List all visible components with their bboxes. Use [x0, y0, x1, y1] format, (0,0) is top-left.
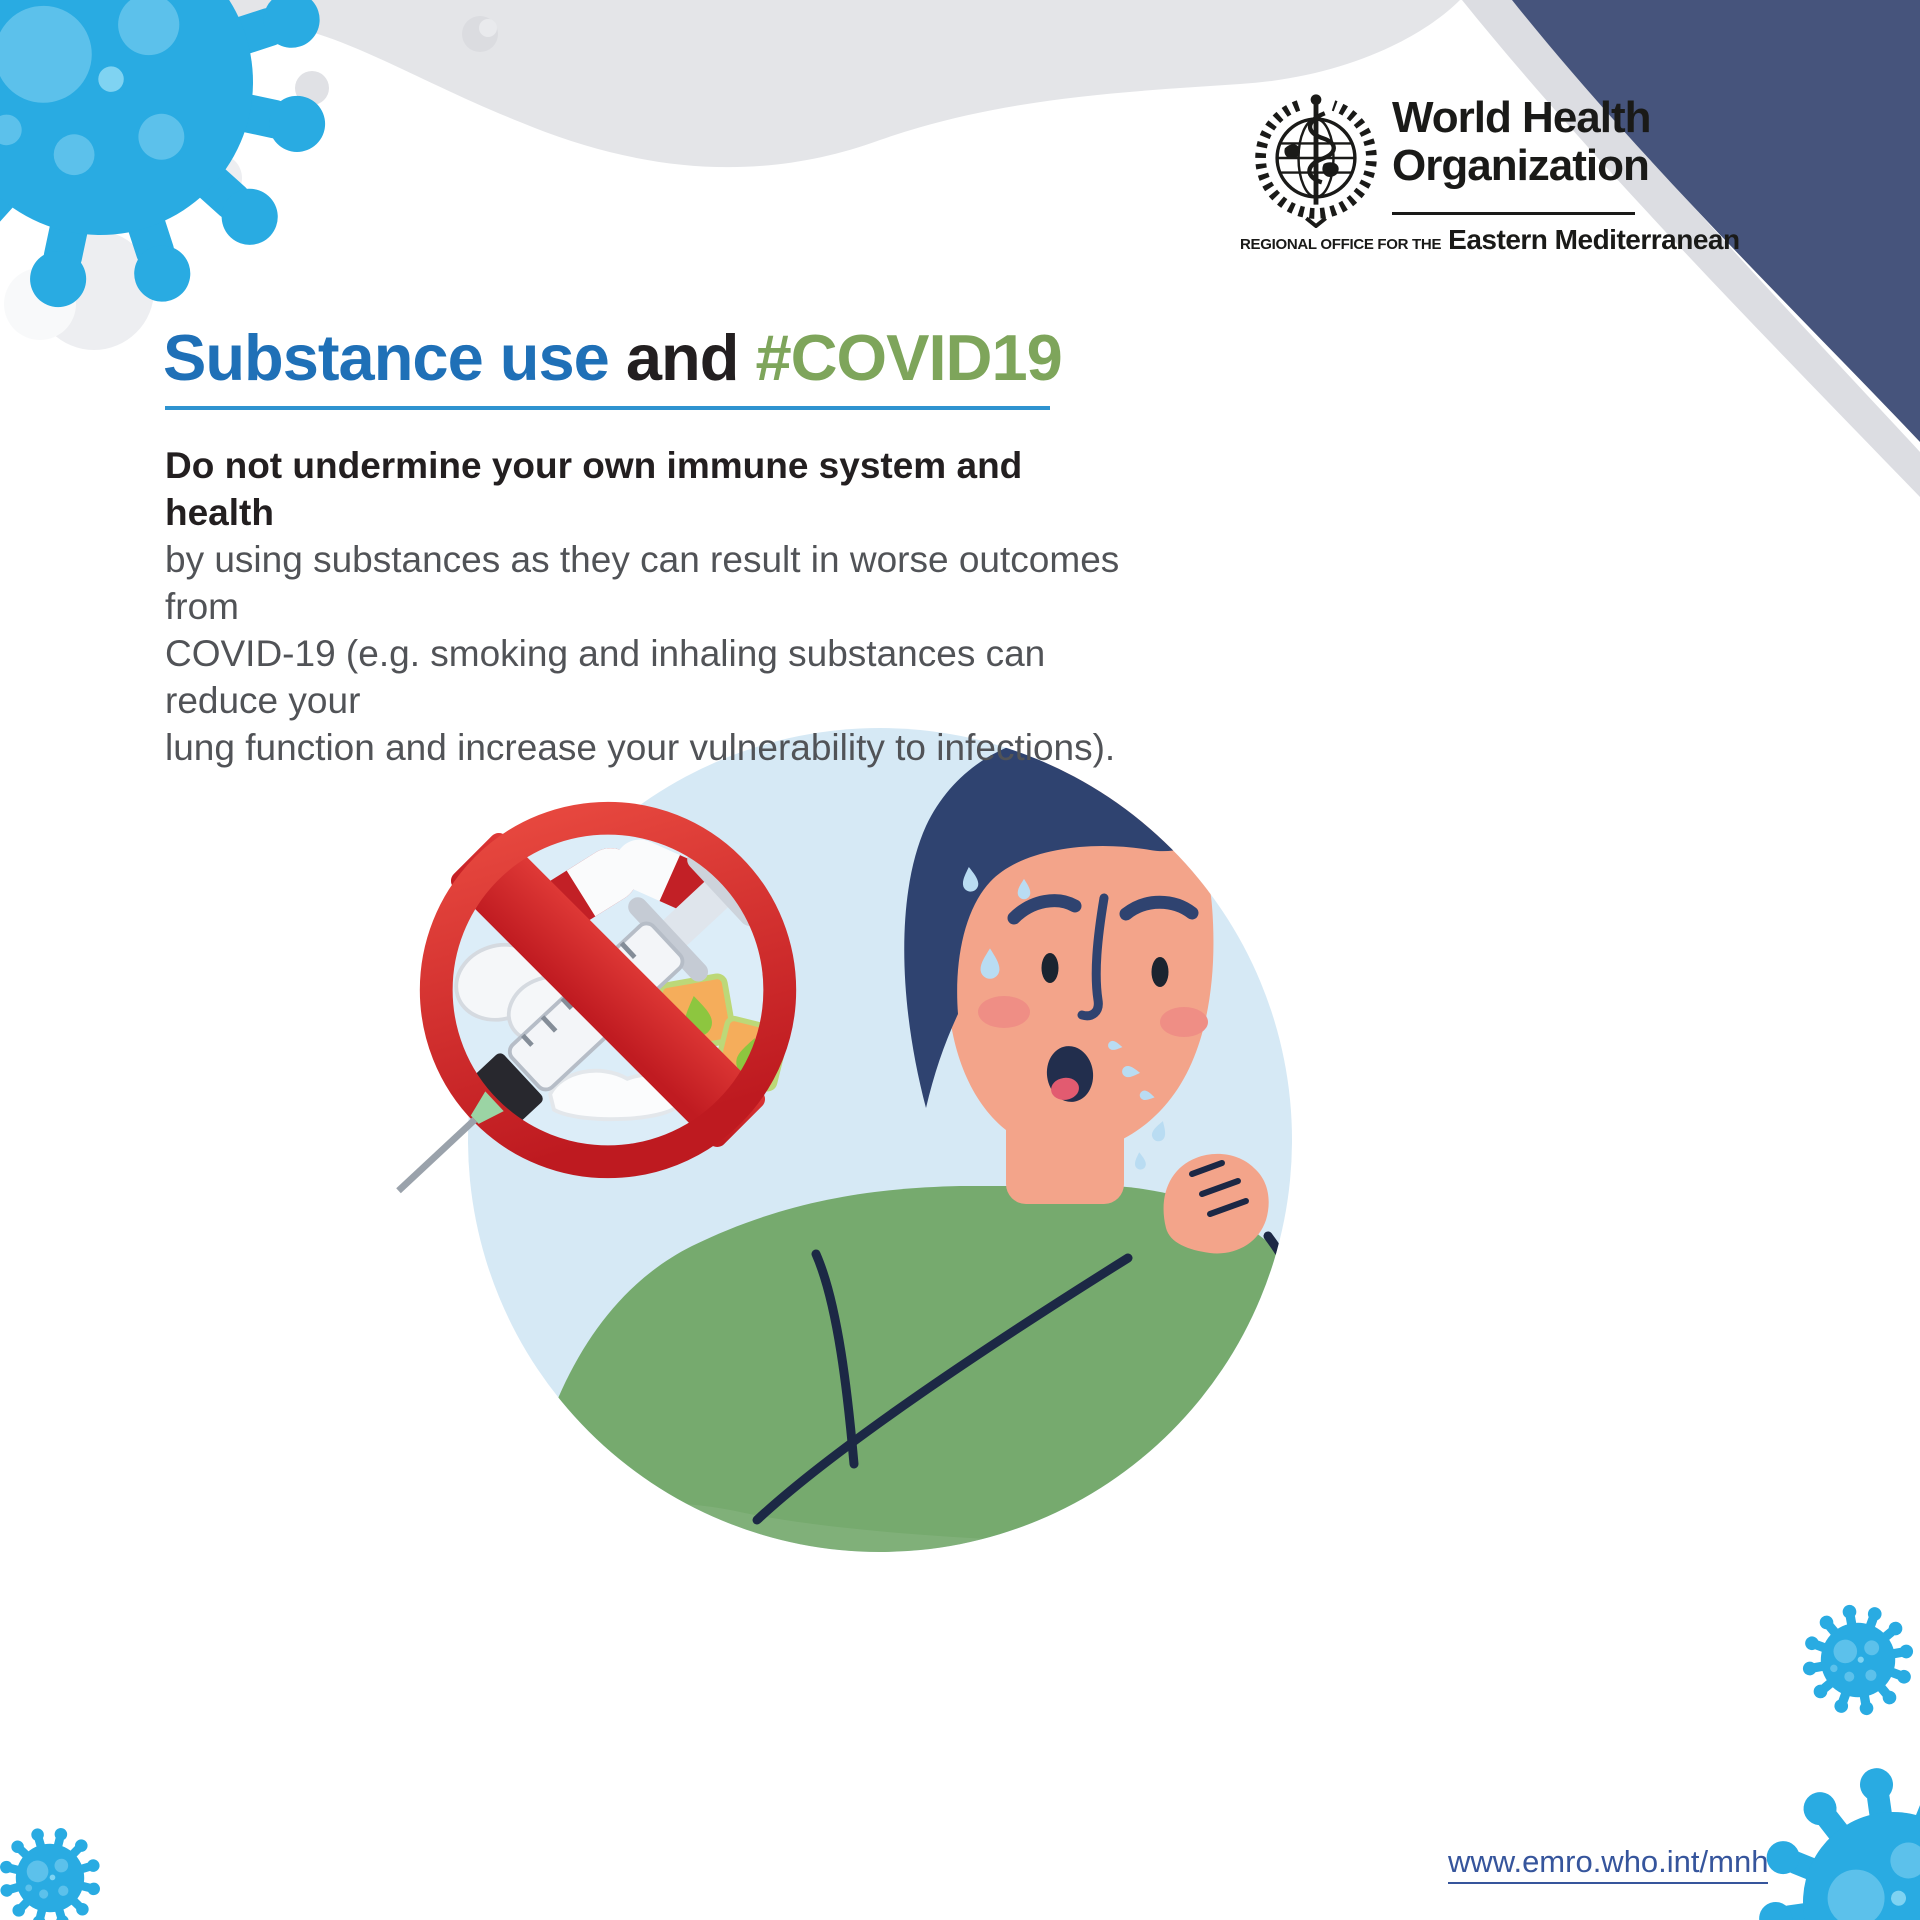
footer-url-link[interactable]: www.emro.who.int/mnh [1448, 1844, 1768, 1884]
page-title [163, 320, 1062, 395]
body-line: by using substances as they can result in worse outcomes from [165, 539, 1120, 627]
coronavirus-icon [1741, 1750, 1920, 1920]
coronavirus-icon [1786, 1588, 1920, 1731]
title-and: and [608, 321, 756, 394]
who-office-region: Eastern Mediterranean [1448, 224, 1740, 255]
who-org-name [1392, 94, 1651, 190]
body-line: lung function and increase your vulnerability to infections). [165, 727, 1116, 768]
title-covid-hashtag: #COVID19 [755, 321, 1062, 394]
body-bold-line: Do not undermine your own immune system and health [165, 445, 1023, 533]
title-underline [165, 406, 1050, 410]
who-org-line1: World Health [1392, 93, 1651, 142]
who-org-line2: Organization [1392, 141, 1649, 190]
who-logo-divider [1392, 212, 1635, 215]
who-emblem-icon [1246, 88, 1386, 228]
who-office-prefix: REGIONAL OFFICE FOR THE [1240, 236, 1442, 253]
fist [1164, 1154, 1269, 1254]
who-regional-office [1240, 224, 1740, 256]
body-line: COVID-19 (e.g. smoking and inhaling substances can reduce your [165, 633, 1046, 721]
title-substance-use: Substance use [163, 321, 609, 394]
body-copy [165, 442, 1125, 771]
coronavirus-icon [0, 0, 372, 354]
coronavirus-icon [0, 1816, 112, 1920]
